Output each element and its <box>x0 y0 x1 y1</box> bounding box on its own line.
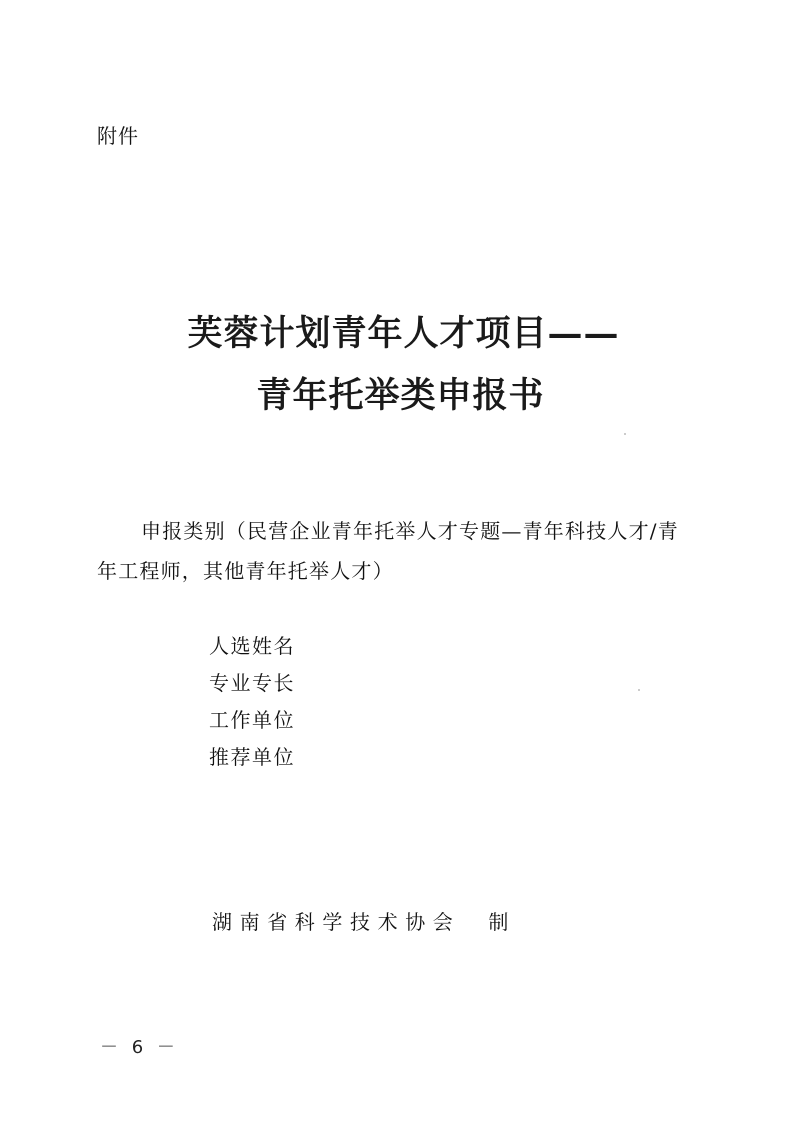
document-title-line-1: 芙蓉计划青年人才项目—— <box>187 313 620 354</box>
field-recommending-unit: 推荐单位 <box>209 745 295 769</box>
attachment-label: 附件 <box>97 124 139 148</box>
applicant-fields <box>209 628 295 776</box>
application-category: 申报类别（民营企业青年托举人才专题—青年科技人才/青年工程师，其他青年托举人才） <box>97 519 679 583</box>
field-candidate-name: 人选姓名 <box>209 634 295 658</box>
page-number: － 6 － <box>100 1037 179 1058</box>
scan-speck <box>638 689 640 691</box>
document-title-line-2: 青年托举类申报书 <box>256 375 545 416</box>
field-specialty: 专业专长 <box>209 671 295 695</box>
field-work-unit: 工作单位 <box>209 708 295 732</box>
scan-speck <box>624 433 626 435</box>
issuer-line: 湖南省科学技术协会 制 <box>212 910 516 934</box>
